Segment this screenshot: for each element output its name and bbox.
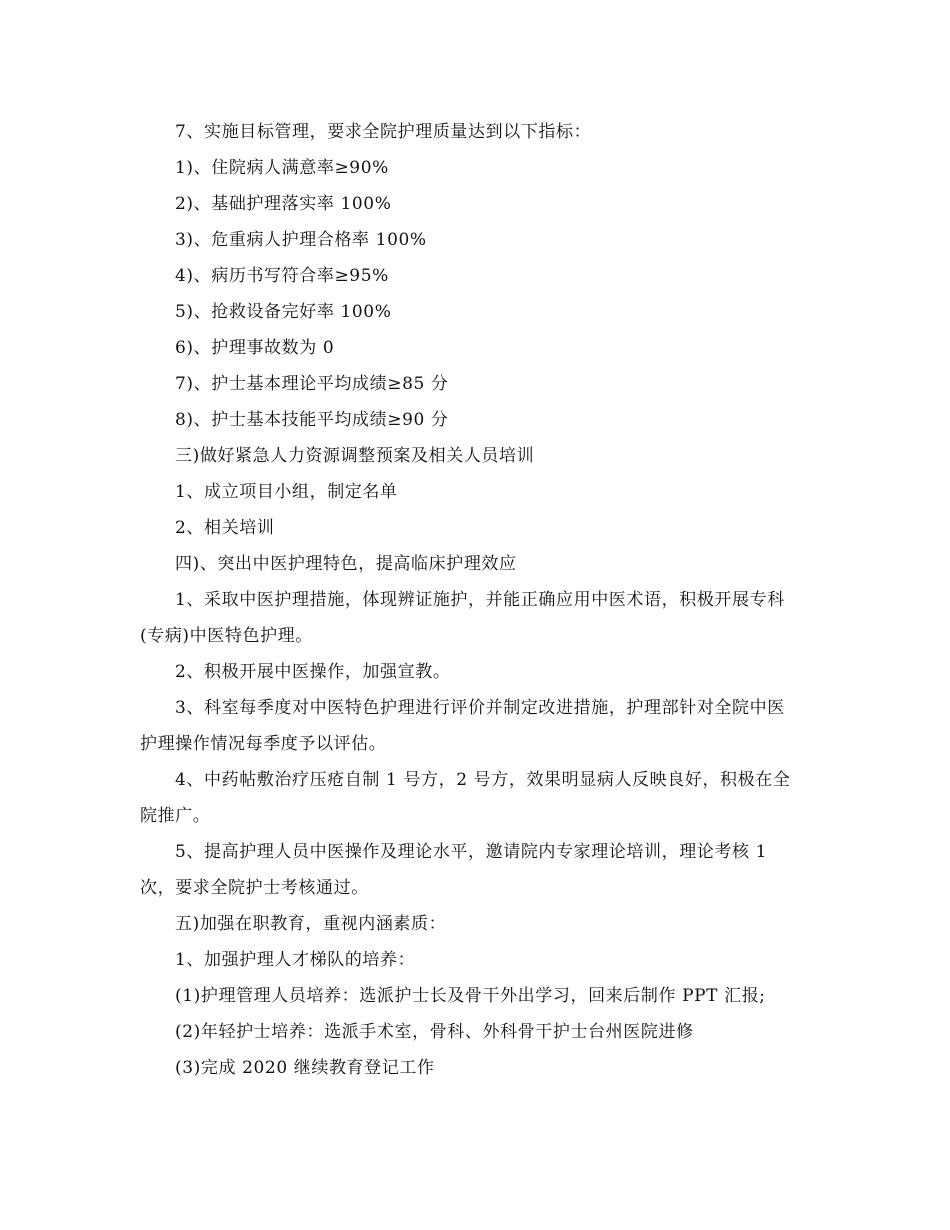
paragraph: 1)、住院病人满意率≥90%	[175, 158, 389, 178]
paragraph: 1、采取中医护理措施，体现辨证施护，并能正确应用中医术语，积极开展专科(专病)中医特色护理。	[140, 590, 785, 646]
paragraph: 4、中药帖敷治疗压疮自制 1 号方，2 号方，效果明显病人反映良好，积极在全院推广。	[140, 770, 791, 826]
paragraph: 3)、危重病人护理合格率 100%	[175, 230, 427, 250]
section-heading: 三)做好紧急人力资源调整预案及相关人员培训	[175, 446, 535, 466]
paragraph: 4)、病历书写符合率≥95%	[175, 266, 389, 286]
paragraph: (2)年轻护士培养：选派手术室，骨科、外科骨干护士台州医院进修	[175, 1022, 694, 1042]
section-heading: 五)加强在职教育，重视内涵素质：	[175, 914, 447, 934]
paragraph: 8)、护士基本技能平均成绩≥90 分	[175, 410, 449, 430]
paragraph: 7)、护士基本理论平均成绩≥85 分	[175, 374, 449, 394]
paragraph: 2、积极开展中医操作，加强宣教。	[175, 662, 451, 682]
paragraph: 1、成立项目小组，制定名单	[175, 482, 398, 502]
paragraph: 5)、抢救设备完好率 100%	[175, 302, 392, 322]
paragraph: 5、提高护理人员中医操作及理论水平，邀请院内专家理论培训，理论考核 1 次，要求全院护士考核通过。	[140, 842, 768, 898]
paragraph: (3)完成 2020 继续教育登记工作	[175, 1058, 435, 1078]
paragraph: 7、实施目标管理，要求全院护理质量达到以下指标：	[175, 122, 592, 142]
document-body	[140, 114, 800, 1086]
paragraph: 6)、护理事故数为 0	[175, 338, 335, 358]
paragraph: 1、加强护理人才梯队的培养：	[175, 950, 416, 970]
section-heading: 四)、突出中医护理特色，提高临床护理效应	[175, 554, 517, 574]
paragraph: 2、相关培训	[175, 518, 275, 538]
paragraph: 2)、基础护理落实率 100%	[175, 194, 392, 214]
paragraph: 3、科室每季度对中医特色护理进行评价并制定改进措施，护理部针对全院中医护理操作情况每季度予以评估。	[140, 698, 785, 754]
paragraph: (1)护理管理人员培养：选派护士长及骨干外出学习，回来后制作 PPT 汇报;	[175, 986, 766, 1006]
